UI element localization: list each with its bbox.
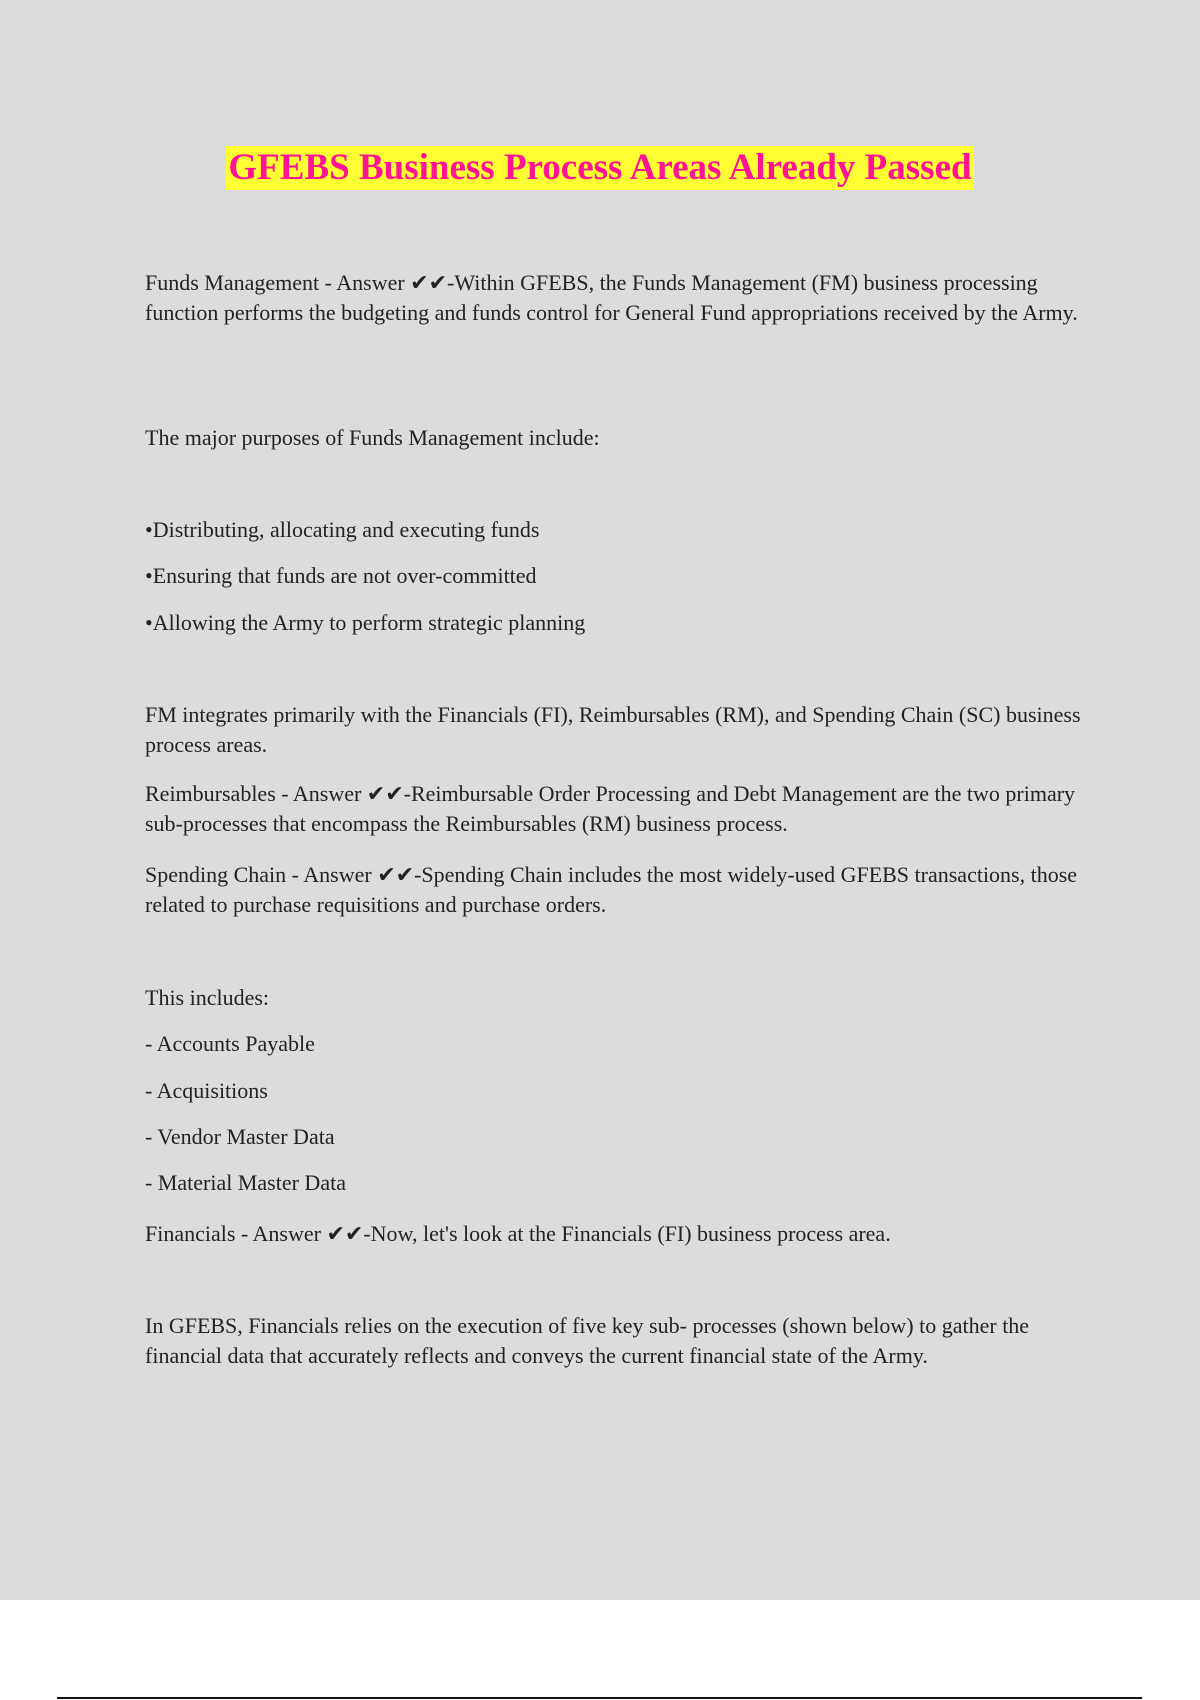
paragraph-reimbursables: Reimbursables - Answer ✔✔-Reimbursable Order Processing and Debt Management are the two primary sub-processes that encompass the Reimbursables (RM) business process. (145, 781, 1076, 836)
document-title: GFEBS Business Process Areas Already Passed (228, 147, 972, 188)
bullet-ensuring: •Ensuring that funds are not over-committed (145, 563, 537, 588)
list-item-vendor-master-data: - Vendor Master Data (145, 1124, 335, 1149)
paragraph-major-purposes: The major purposes of Funds Management include: (145, 425, 600, 450)
list-item-material-master-data: - Material Master Data (145, 1170, 346, 1195)
paragraph-in-gfebs: In GFEBS, Financials relies on the execution of five key sub- processes (shown below) to gather the financial data that accurately reflects and conveys the current financial state of the Army. (145, 1313, 1030, 1368)
list-item-accounts-payable: - Accounts Payable (145, 1031, 315, 1056)
paragraph-spending-chain: Spending Chain - Answer ✔✔-Spending Chain includes the most widely-used GFEBS transactions, those related to purchase requisitions and purchase orders. (145, 862, 1078, 917)
paragraph-financials: Financials - Answer ✔✔-Now, let's look at the Financials (FI) business process area. (145, 1221, 891, 1246)
bullet-distributing: •Distributing, allocating and executing funds (145, 517, 540, 542)
bullet-allowing: •Allowing the Army to perform strategic planning (145, 610, 586, 635)
list-item-acquisitions: - Acquisitions (145, 1078, 268, 1103)
paragraph-fm-integrates: FM integrates primarily with the Financials (FI), Reimbursables (RM), and Spending Chain (SC) business process areas. (145, 702, 1081, 757)
bottom-divider (57, 1697, 1142, 1699)
paragraph-funds-management: Funds Management - Answer ✔✔-Within GFEBS, the Funds Management (FM) business processing function performs the budgeting and funds control for General Fund appropriations received by the Army. (145, 270, 1078, 325)
paragraph-this-includes: This includes: (145, 985, 270, 1010)
title-container (0, 146, 1200, 190)
